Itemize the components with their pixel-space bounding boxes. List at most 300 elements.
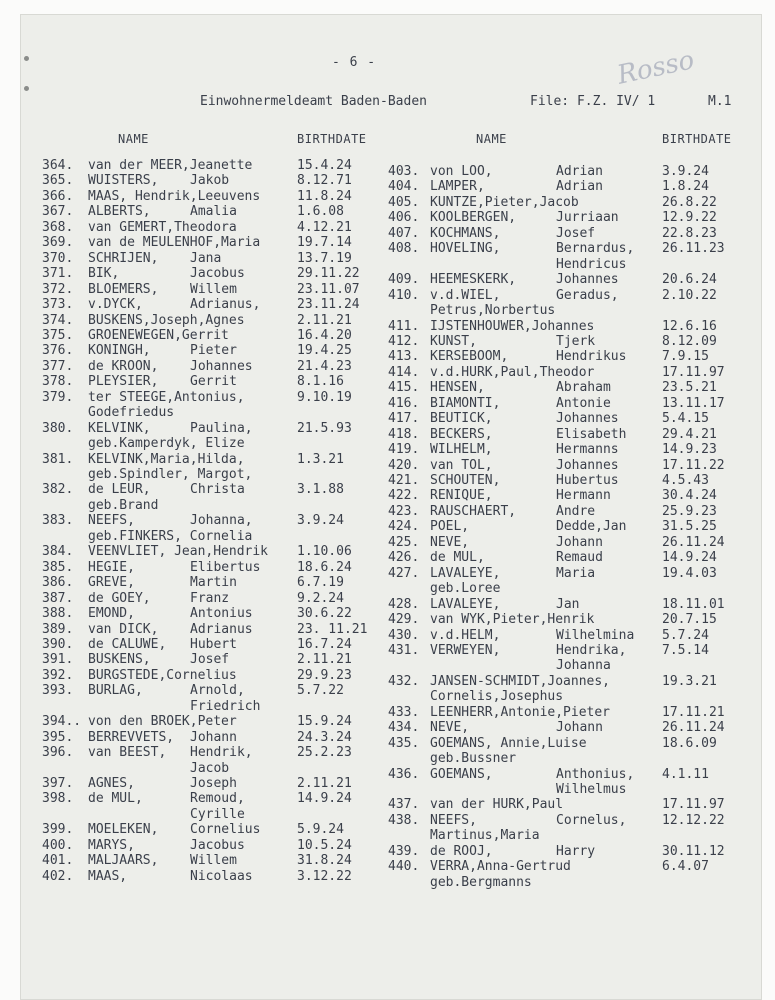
entry-name: de MUL,	[430, 550, 485, 566]
file-reference: File: F.Z. IV/ 1	[530, 94, 656, 109]
register-entry	[0, 612, 775, 627]
entry-birthdate: 17.11.21	[662, 704, 725, 720]
register-entry	[0, 458, 775, 473]
entry-name: HEGIE,	[88, 559, 135, 575]
entry-name: von den BROEK,Peter	[88, 714, 237, 730]
entry-number: 434.	[388, 720, 420, 736]
entry-number: 401.	[42, 853, 74, 869]
entry-birthdate: 8.12.71	[297, 173, 352, 189]
entry-number: 418.	[388, 426, 420, 442]
entry-name: BIAMONTI,	[430, 395, 501, 411]
entry-birthdate: 7.5.14	[662, 642, 709, 658]
entry-birthdate: 2.11.21	[297, 652, 352, 668]
entry-number: 376.	[42, 343, 74, 359]
entry-name: KELVINK,Maria,Hilda,	[88, 451, 245, 467]
entry-name: BEUTICK,	[430, 411, 493, 427]
entry-birthdate: 11.8.24	[297, 188, 352, 204]
entry-name: van TOL,	[430, 457, 493, 473]
entry-given-name: Hendricus	[556, 256, 627, 272]
entry-given-name: Antonie	[556, 395, 611, 411]
entry-number: 386.	[42, 575, 74, 591]
entry-name: BLOEMERS,	[88, 281, 159, 297]
column-header-birthdate-right: BIRTHDATE	[662, 132, 732, 146]
entry-number: 367.	[42, 204, 74, 220]
column-header-birthdate-left: BIRTHDATE	[297, 132, 367, 146]
entry-given-name: Nicolaas	[190, 868, 253, 884]
entry-given-name: Bernardus,	[556, 241, 635, 257]
entry-number: 392.	[42, 667, 74, 683]
entry-given-name: Arnold,	[190, 683, 245, 699]
entry-name: PLEYSIER,	[88, 374, 159, 390]
entry-given-name: Willem	[190, 853, 237, 869]
register-entry	[0, 319, 775, 334]
register-entry	[0, 859, 775, 874]
entry-number: 436.	[388, 766, 420, 782]
entry-birthdate: 5.9.24	[297, 822, 344, 838]
register-entry	[0, 828, 775, 843]
entry-given-name: Hermanns	[556, 442, 619, 458]
entry-given-name: Johannes	[556, 411, 619, 427]
entry-name: van WYK,Pieter,Henrik	[430, 612, 595, 628]
entry-birthdate: 26.11.24	[662, 720, 725, 736]
entry-name: MOELEKEN,	[88, 822, 159, 838]
entry-given-name: Joseph	[190, 776, 237, 791]
column-header-name-right: NAME	[476, 132, 507, 146]
reference-code: M.1	[708, 94, 732, 109]
entry-name: BUSKENS,Joseph,Agnes	[88, 312, 245, 328]
entry-birthdate: 7.9.15	[662, 349, 709, 365]
entry-name: Cornelis,Josephus	[430, 689, 564, 705]
register-entry	[0, 288, 775, 303]
entry-number: 432.	[388, 673, 420, 689]
entry-birthdate: 21.4.23	[297, 358, 352, 374]
entry-name: von LOO,	[430, 164, 493, 179]
entry-number: 405.	[388, 194, 420, 210]
entry-name: BIK,	[88, 266, 120, 282]
entry-given-name: Johanna,	[190, 513, 253, 529]
entry-birthdate: 2.10.22	[662, 287, 717, 303]
entry-name: GROENEWEGEN,Gerrit	[88, 327, 229, 343]
entry-birthdate: 21.5.93	[297, 420, 352, 436]
entry-name: v.d.HELM,	[430, 627, 501, 643]
register-entry	[0, 597, 775, 612]
entry-number: 382.	[42, 482, 74, 498]
entry-name: Petrus,Norbertus	[430, 303, 556, 319]
register-entry	[0, 628, 775, 643]
register-entry	[0, 813, 775, 828]
entry-birthdate: 20.7.15	[662, 612, 717, 628]
entry-name: geb.FINKERS, Cornelia	[88, 528, 253, 544]
entry-given-name: Pieter	[190, 343, 237, 359]
entry-birthdate: 1.8.24	[662, 179, 709, 195]
entry-birthdate: 26.11.23	[662, 241, 725, 257]
entry-name: LEENHERR,Antonie,Pieter	[430, 704, 611, 720]
register-entry	[0, 535, 775, 550]
entry-name: NEVE,	[430, 720, 470, 736]
entry-given-name: Remoud,	[190, 791, 245, 807]
entry-birthdate: 17.11.22	[662, 457, 725, 473]
entry-birthdate: 22.8.23	[662, 225, 717, 241]
register-entry	[0, 720, 775, 735]
register-entry	[0, 396, 775, 411]
entry-name: HOVELING,	[430, 241, 501, 257]
register-entry	[0, 504, 775, 519]
entry-given-name: Cornelius	[190, 822, 261, 838]
entry-number: 406.	[388, 210, 420, 226]
entry-given-name: Jakob	[190, 173, 230, 189]
entry-birthdate: 25.2.23	[297, 745, 352, 761]
entry-number: 426.	[388, 550, 420, 566]
entry-name: de MUL,	[88, 791, 143, 807]
entry-given-name: Elisabeth	[556, 426, 627, 442]
entry-given-name: Friedrich	[190, 698, 261, 714]
entry-given-name: Hubert	[190, 636, 237, 652]
entry-name: NEEFS,	[88, 513, 135, 529]
entry-name: NEVE,	[430, 534, 470, 550]
entry-number: 400.	[42, 837, 74, 853]
entry-number: 404.	[388, 179, 420, 195]
entry-number: 412.	[388, 333, 420, 349]
entry-given-name: Harry	[556, 843, 596, 859]
entry-birthdate: 19.4.25	[297, 343, 352, 359]
entry-birthdate: 5.4.15	[662, 411, 709, 427]
entry-given-name: Remaud	[556, 550, 603, 566]
entry-number: 383.	[42, 513, 74, 529]
entry-name: EMOND,	[88, 606, 135, 622]
entry-name: HENSEN,	[430, 380, 485, 396]
entry-birthdate: 24.3.24	[297, 729, 352, 745]
entry-birthdate: 29.9.23	[297, 667, 352, 683]
entry-name: Martinus,Maria	[430, 828, 540, 844]
entry-given-name: Adrianus	[190, 621, 253, 637]
entry-given-name: Jacobus	[190, 837, 245, 853]
entry-name: v.d.WIEL,	[430, 287, 501, 303]
entry-name: van de MEULENHOF,Maria	[88, 235, 261, 251]
handwritten-annotation: Rosso	[614, 45, 697, 91]
entry-name: NEEFS,	[430, 812, 477, 828]
entry-given-name: Hubertus	[556, 473, 619, 488]
entry-number: 385.	[42, 559, 74, 575]
entry-given-name: Willem	[190, 281, 237, 297]
entry-birthdate: 12.6.16	[662, 318, 717, 334]
entry-given-name: Josef	[556, 225, 596, 241]
punch-hole	[24, 56, 29, 61]
entry-birthdate: 16.4.20	[297, 327, 352, 343]
register-entry	[0, 226, 775, 241]
entry-name: de KROON,	[88, 358, 159, 374]
register-entry	[0, 334, 775, 349]
entry-given-name: Jan	[556, 596, 580, 612]
entry-birthdate: 10.5.24	[297, 837, 352, 853]
entry-birthdate: 30.4.24	[662, 488, 717, 504]
register-entry	[0, 844, 775, 859]
entry-number: 414.	[388, 364, 420, 380]
entry-name: MAAS, Hendrik,Leeuvens	[88, 188, 261, 204]
entry-number: 420.	[388, 457, 420, 473]
entry-name: van DICK,	[88, 621, 159, 637]
entry-given-name: Hermann	[556, 488, 611, 504]
entry-number: 413.	[388, 349, 420, 365]
entry-name: van GEMERT,Theodora	[88, 219, 237, 235]
entry-number: 387.	[42, 590, 74, 606]
register-entry	[0, 658, 775, 673]
entry-number: 416.	[388, 395, 420, 411]
column-header-name-left: NAME	[118, 132, 149, 146]
register-entry	[0, 210, 775, 225]
entry-number: 409.	[388, 272, 420, 288]
entry-number: 379.	[42, 389, 74, 405]
entry-number: 389.	[42, 621, 74, 637]
entry-name: geb.Bussner	[430, 751, 517, 767]
entry-name: AGNES,	[88, 776, 135, 791]
entry-name: KOOLBERGEN,	[430, 210, 517, 226]
entry-name: SCHRIJEN,	[88, 250, 159, 266]
entry-given-name: Franz	[190, 590, 230, 606]
entry-name: BECKERS,	[430, 426, 493, 442]
entry-birthdate: 12.9.22	[662, 210, 717, 226]
entry-given-name: Adrian	[556, 179, 603, 195]
entry-name: BURLAG,	[88, 683, 143, 699]
entry-number: 391.	[42, 652, 74, 668]
entry-name: GOEMANS,	[430, 766, 493, 782]
entry-given-name: Cyrille	[190, 806, 245, 822]
entry-name: de LEUR,	[88, 482, 151, 498]
register-entry	[0, 797, 775, 812]
entry-birthdate: 4.12.21	[297, 219, 352, 235]
register-entry	[0, 689, 775, 704]
entry-number: 378.	[42, 374, 74, 390]
entry-given-name: Johanna	[556, 658, 611, 674]
entry-number: 402.	[42, 868, 74, 884]
entry-birthdate: 26.11.24	[662, 534, 725, 550]
entry-birthdate: 2.11.21	[297, 312, 352, 328]
entry-name: MAAS,	[88, 868, 128, 884]
entry-name: HEEMESKERK,	[430, 272, 517, 288]
entry-number: 393.	[42, 683, 74, 699]
entry-number: 396.	[42, 745, 74, 761]
entry-name: RAUSCHAERT,	[430, 503, 517, 519]
entry-birthdate: 14.9.24	[662, 550, 717, 566]
register-entry	[0, 581, 775, 596]
entry-number: 431.	[388, 642, 420, 658]
page-number: - 6 -	[332, 55, 377, 70]
register-entry	[0, 411, 775, 426]
entry-birthdate: 9.10.19	[297, 389, 352, 405]
entry-name: KUNST,	[430, 333, 477, 349]
entry-given-name: Christa	[190, 482, 245, 498]
entry-number: 417.	[388, 411, 420, 427]
entry-given-name: Elibertus	[190, 559, 261, 575]
entry-name: KOCHMANS,	[430, 225, 501, 241]
register-entry	[0, 349, 775, 364]
entry-number: 415.	[388, 380, 420, 396]
entry-birthdate: 29.4.21	[662, 426, 717, 442]
entry-birthdate: 20.6.24	[662, 272, 717, 288]
entry-given-name: Geradus,	[556, 287, 619, 303]
entry-number: 371.	[42, 266, 74, 282]
entry-number: 395.	[42, 729, 74, 745]
register-entry	[0, 643, 775, 658]
entry-birthdate: 18.11.01	[662, 596, 725, 612]
entry-number: 373.	[42, 297, 74, 313]
entry-number: 428.	[388, 596, 420, 612]
entry-name: geb.Loree	[430, 581, 501, 597]
entry-birthdate: 13.11.17	[662, 395, 725, 411]
entry-number: 429.	[388, 612, 420, 628]
entry-birthdate: 31.8.24	[297, 853, 352, 869]
entry-number: 381.	[42, 451, 74, 467]
entry-number: 398.	[42, 791, 74, 807]
entry-given-name: Tjerk	[556, 333, 596, 349]
entry-name: geb.Brand	[88, 497, 159, 513]
register-entry	[0, 179, 775, 194]
entry-birthdate: 3.1.88	[297, 482, 344, 498]
entry-given-name: Adrianus,	[190, 297, 261, 313]
entry-name: van der HURK,Paul	[430, 797, 564, 813]
entry-number: 377.	[42, 358, 74, 374]
register-entry	[0, 257, 775, 272]
entry-name: VERRA,Anna-Gertrud	[430, 859, 571, 875]
entry-name: WUISTERS,	[88, 173, 159, 189]
entry-name: JANSEN-SCHMIDT,Joannes,	[430, 673, 611, 689]
register-entry	[0, 767, 775, 782]
entry-given-name: Johann	[190, 729, 237, 745]
entry-birthdate: 29.11.22	[297, 266, 360, 282]
entry-number: 372.	[42, 281, 74, 297]
entry-number: 435.	[388, 735, 420, 751]
register-entry	[0, 550, 775, 565]
entry-birthdate: 1.3.21	[297, 451, 344, 467]
entry-name: MALJAARS,	[88, 853, 159, 869]
entry-number: 384.	[42, 544, 74, 560]
entry-birthdate: 4.5.43	[662, 473, 709, 488]
entry-name: VERWEYEN,	[430, 642, 501, 658]
entry-number: 433.	[388, 704, 420, 720]
register-entry	[0, 195, 775, 210]
entry-name: LAMPER,	[430, 179, 485, 195]
entry-name: KUNTZE,Pieter,Jacob	[430, 194, 579, 210]
entry-birthdate: 8.1.16	[297, 374, 344, 390]
entry-given-name: Wilhelmina	[556, 627, 635, 643]
entry-number: 366.	[42, 188, 74, 204]
entry-birthdate: 6.4.07	[662, 859, 709, 875]
entry-name: de GOEY,	[88, 590, 151, 606]
entry-name: SCHOUTEN,	[430, 473, 501, 488]
entry-number: 421.	[388, 473, 420, 488]
entry-given-name: Paulina,	[190, 420, 253, 436]
entry-name: GREVE,	[88, 575, 135, 591]
entry-birthdate: 2.11.21	[297, 776, 352, 791]
entry-number: 411.	[388, 318, 420, 334]
entry-number: 423.	[388, 503, 420, 519]
entry-birthdate: 23.11.07	[297, 281, 360, 297]
entry-given-name: Jacobus	[190, 266, 245, 282]
entry-birthdate: 23. 11.21	[297, 621, 368, 637]
entry-given-name: Hendrik,	[190, 745, 253, 761]
entry-name: BURGSTEDE,Cornelius	[88, 667, 237, 683]
entry-number: 394..	[42, 714, 82, 730]
entry-number: 374.	[42, 312, 74, 328]
entry-number: 370.	[42, 250, 74, 266]
entry-name: POEL,	[430, 519, 470, 535]
entry-name: geb.Bergmanns	[430, 874, 532, 890]
entry-number: 425.	[388, 534, 420, 550]
entry-given-name: Gerrit	[190, 374, 237, 390]
entry-name: de ROOJ,	[430, 843, 493, 859]
entry-number: 437.	[388, 797, 420, 813]
entry-given-name: Maria	[556, 565, 596, 581]
register-entry	[0, 782, 775, 797]
entry-birthdate: 1.10.06	[297, 544, 352, 560]
entry-name: LAVALEYE,	[430, 565, 501, 581]
register-entry	[0, 272, 775, 287]
entry-given-name: Johann	[556, 720, 603, 736]
entry-number: 388.	[42, 606, 74, 622]
register-entry	[0, 488, 775, 503]
entry-given-name: Wilhelmus	[556, 782, 627, 797]
register-entry	[0, 566, 775, 581]
entry-given-name: Johannes	[556, 457, 619, 473]
entry-birthdate: 23.5.21	[662, 380, 717, 396]
entry-name: WILHELM,	[430, 442, 493, 458]
entry-given-name: Johann	[556, 534, 603, 550]
entry-name: GOEMANS, Annie,Luise	[430, 735, 587, 751]
entry-number: 438.	[388, 812, 420, 828]
entry-number: 397.	[42, 776, 74, 791]
entry-birthdate: 17.11.97	[662, 797, 725, 813]
entry-name: v.d.HURK,Paul,Theodor	[430, 364, 595, 380]
entry-birthdate: 3.12.22	[297, 868, 352, 884]
entry-name: KERSEBOOM,	[430, 349, 509, 365]
entry-given-name: Cornelus,	[556, 812, 627, 828]
entry-birthdate: 3.9.24	[662, 164, 709, 179]
punch-hole	[24, 86, 29, 91]
entry-birthdate: 15.4.24	[297, 158, 352, 173]
entry-given-name: Jana	[190, 250, 222, 266]
entry-number: 403.	[388, 164, 420, 179]
entry-birthdate: 30.11.12	[662, 843, 725, 859]
entry-birthdate: 17.11.97	[662, 364, 725, 380]
entry-number: 399.	[42, 822, 74, 838]
register-entry	[0, 365, 775, 380]
entry-birthdate: 16.7.24	[297, 636, 352, 652]
entry-birthdate: 4.1.11	[662, 766, 709, 782]
entry-birthdate: 3.9.24	[297, 513, 344, 529]
entry-number: 365.	[42, 173, 74, 189]
entry-number: 407.	[388, 225, 420, 241]
register-entry	[0, 442, 775, 457]
entry-given-name: Johannes	[556, 272, 619, 288]
entry-name: geb.Kamperdyk, Elize	[88, 436, 245, 452]
entry-birthdate: 15.9.24	[297, 714, 352, 730]
register-entry	[0, 164, 775, 179]
entry-number: 375.	[42, 327, 74, 343]
entry-number: 440.	[388, 859, 420, 875]
entry-name: de CALUWE,	[88, 636, 167, 652]
entry-name: LAVALEYE,	[430, 596, 501, 612]
entry-birthdate: 14.9.24	[297, 791, 352, 807]
register-entry	[0, 380, 775, 395]
register-entry	[0, 705, 775, 720]
entry-birthdate: 26.8.22	[662, 194, 717, 210]
register-entry	[0, 875, 775, 890]
entry-given-name: Hendrika,	[556, 642, 627, 658]
entry-name: MARYS,	[88, 837, 135, 853]
entry-birthdate: 19.3.21	[662, 673, 717, 689]
entry-birthdate: 12.12.22	[662, 812, 725, 828]
entry-name: van der MEER,Jeanette	[88, 158, 253, 173]
entry-name: geb.Spindler, Margot,	[88, 467, 253, 482]
